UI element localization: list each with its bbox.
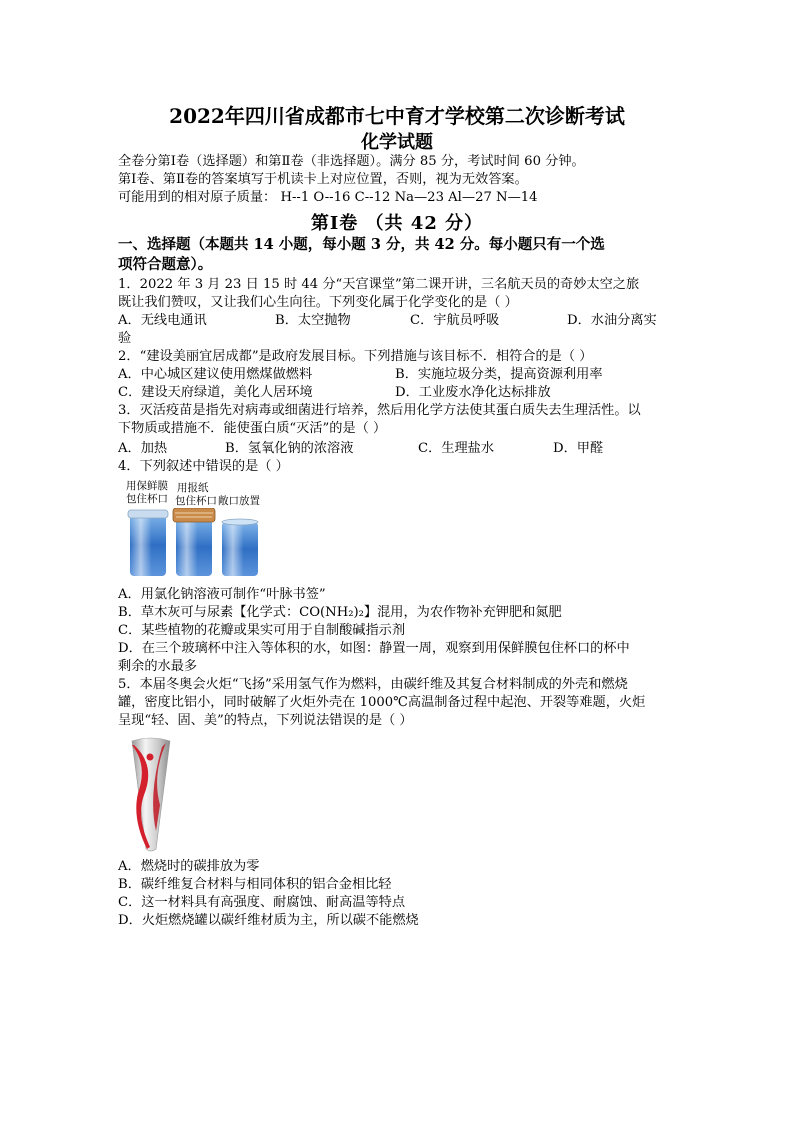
option-c: C．某些植物的花瓣或果实可用于自制酸碱指示剂 [118, 623, 406, 638]
option-b: B．氢氧化钠的浓溶液 [225, 441, 354, 456]
instruction-line: 第Ⅰ卷、第Ⅱ卷的答案填写于机读卡上对应位置，否则，视为无效答案。 [118, 172, 528, 187]
cup-2-label: 包住杯口 [175, 495, 217, 507]
option-d: D．水油分离实 [567, 313, 657, 328]
instruction-line: 全卷分第Ⅰ卷（选择题）和第Ⅱ卷（非选择题）。满分 85 分，考试时间 60 分钟。 [118, 154, 585, 169]
cup-3 [222, 519, 258, 576]
option-b: B．太空抛物 [275, 313, 351, 328]
cups-drawing [120, 508, 265, 580]
question-1-stem: 1．2022 年 3 月 23 日 15 时 44 分“天宫课堂”第二课开讲，三名航天员的奇妙太空之旅 [118, 277, 640, 292]
option-a: A．无线电通讯 [118, 313, 207, 328]
option-d-continued: 剩余的水最多 [118, 659, 198, 674]
option-d: D．火炬燃烧罐以碳纤维材质为主，所以碳不能燃烧 [118, 913, 419, 928]
page-subtitle: 化学试题 [361, 132, 433, 153]
section-heading: 项符合题意）。 [118, 256, 213, 273]
question-4-stem: 4．下列叙述中错误的是（ ） [118, 459, 289, 474]
question-5-stem: 5．本届冬奥会火炬“飞扬”采用氢气作为燃料，由碳纤维及其复合材料制成的外壳和燃烧 [118, 677, 628, 692]
question-2-stem: 2．“建设美丽宜居成都”是政府发展目标。下列措施与该目标不．相符合的是（ ） [118, 349, 593, 364]
question-5-stem: 呈现“轻、固、美”的特点，下列说法错误的是（ ） [118, 713, 413, 728]
page-title: 2022年四川省成都市七中育才学校第二次诊断考试 [169, 104, 625, 128]
question-3-stem: 下物质或措施不．能使蛋白质“灭活”的是（ ） [118, 421, 387, 436]
option-b: B．草木灰可与尿素【化学式：CO(NH₂)₂】混用，为农作物补充钾肥和氮肥 [118, 605, 562, 620]
option-c: C．宇航员呼吸 [410, 313, 500, 328]
option-c: C．建设天府绿道，美化人居环境 [118, 385, 313, 400]
olympic-torch-image [126, 735, 176, 853]
instruction-line: 可能用到的相对原子质量： H--1 O--16 C--12 Na—23 Al—27 N—14 [118, 190, 538, 205]
option-a: A．燃烧时的碳排放为零 [118, 859, 260, 874]
cup-3-label: 敞口放置 [218, 495, 260, 507]
cup-1-label: 包住杯口 [126, 493, 168, 505]
cup-2-label: 用报纸 [177, 482, 209, 494]
cup-1-label: 用保鲜膜 [126, 480, 168, 492]
option-b: B．碳纤维复合材料与相同体积的铝合金相比轻 [118, 877, 392, 892]
option-d: D．工业废水净化达标排放 [395, 385, 551, 400]
option-c: C．生理盐水 [418, 441, 495, 456]
cup-2 [173, 508, 215, 576]
option-d: D．在三个玻璃杯中注入等体积的水，如图：静置一周，观察到用保鲜膜包住杯口的杯中 [118, 641, 630, 656]
option-d-continued: 验 [118, 331, 132, 346]
three-cups-figure [120, 480, 265, 580]
option-a: A．用氯化钠溶液可制作“叶脉书签” [118, 587, 326, 602]
question-1-stem: 既让我们赞叹，又让我们心生向往。下列变化属于化学变化的是（ ） [118, 295, 518, 310]
option-c: C．这一材料具有高强度、耐腐蚀、耐高温等特点 [118, 895, 406, 910]
section-title: 第Ⅰ卷 （共 42 分） [310, 213, 484, 234]
section-heading: 一、选择题（本题共 14 小题，每小题 3 分，共 42 分。每小题只有一个选 [118, 236, 605, 253]
question-5-stem: 罐，密度比铝小，同时破解了火炬外壳在 1000℃高温制备过程中起泡、开裂等难题，火炬 [118, 695, 646, 710]
option-b: B．实施垃圾分类，提高资源利用率 [395, 367, 603, 382]
question-3-stem: 3．灭活疫苗是指先对病毒或细菌进行培养，然后用化学方法使其蛋白质失去生理活性。以 [118, 403, 641, 418]
option-a: A．中心城区建议使用燃煤做燃料 [118, 367, 313, 382]
option-a: A．加热 [118, 441, 168, 456]
option-d: D．甲醛 [553, 441, 604, 456]
cup-1 [128, 510, 168, 576]
